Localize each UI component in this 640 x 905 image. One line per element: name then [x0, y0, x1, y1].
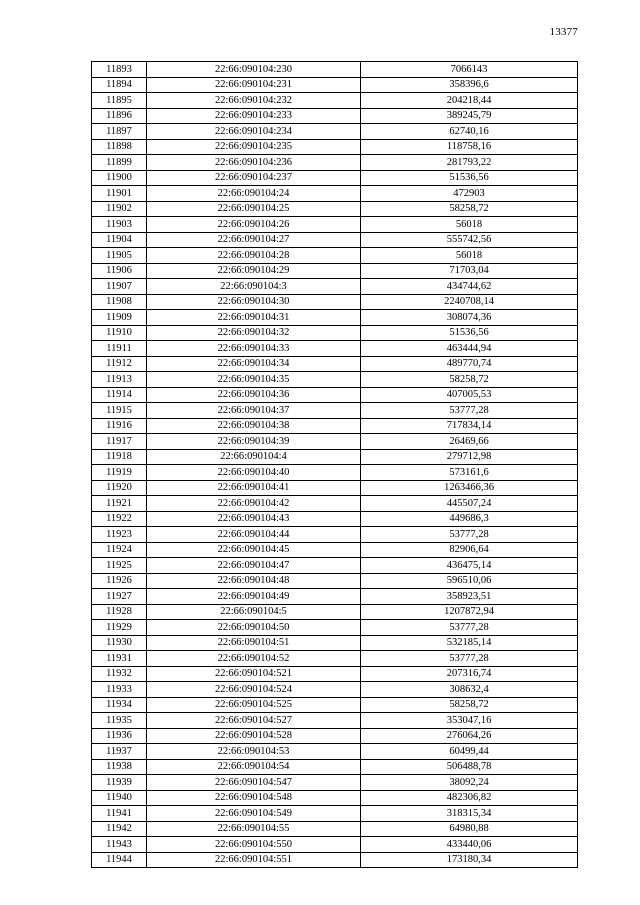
row-number-cell: 11931: [92, 651, 147, 667]
cadastral-number-cell: 22:66:090104:28: [147, 248, 361, 264]
row-number-cell: 11911: [92, 341, 147, 357]
table-row: [92, 620, 578, 636]
cadastral-value-cell: 389245,79: [361, 108, 578, 124]
cadastral-number-cell: 22:66:090104:30: [147, 294, 361, 310]
row-number-cell: 11893: [92, 62, 147, 78]
cadastral-value-cell: 532185,14: [361, 635, 578, 651]
table-row: [92, 434, 578, 450]
cadastral-value-cell: 204218,44: [361, 93, 578, 109]
cadastral-value-cell: 62740,16: [361, 124, 578, 140]
table-row: [92, 527, 578, 543]
row-number-cell: 11929: [92, 620, 147, 636]
row-number-cell: 11905: [92, 248, 147, 264]
table-row: [92, 279, 578, 295]
row-number-cell: 11906: [92, 263, 147, 279]
cadastral-number-cell: 22:66:090104:237: [147, 170, 361, 186]
cadastral-value-cell: 463444,94: [361, 341, 578, 357]
table-row: [92, 232, 578, 248]
table-row: [92, 604, 578, 620]
table-row: [92, 418, 578, 434]
table-row: [92, 372, 578, 388]
cadastral-value-cell: 436475,14: [361, 558, 578, 574]
row-number-cell: 11938: [92, 759, 147, 775]
cadastral-number-cell: 22:66:090104:524: [147, 682, 361, 698]
table-row: [92, 248, 578, 264]
cadastral-value-cell: 308632,4: [361, 682, 578, 698]
cadastral-value-cell: 596510,06: [361, 573, 578, 589]
cadastral-number-cell: 22:66:090104:34: [147, 356, 361, 372]
cadastral-number-cell: 22:66:090104:50: [147, 620, 361, 636]
row-number-cell: 11902: [92, 201, 147, 217]
cadastral-value-cell: 281793,22: [361, 155, 578, 171]
cadastral-value-cell: 53777,28: [361, 403, 578, 419]
cadastral-value-cell: 26469,66: [361, 434, 578, 450]
cadastral-number-cell: 22:66:090104:48: [147, 573, 361, 589]
table-row: [92, 449, 578, 465]
cadastral-number-cell: 22:66:090104:51: [147, 635, 361, 651]
row-number-cell: 11903: [92, 217, 147, 233]
row-number-cell: 11895: [92, 93, 147, 109]
cadastral-number-cell: 22:66:090104:521: [147, 666, 361, 682]
cadastral-value-cell: 51536,56: [361, 170, 578, 186]
cadastral-value-cell: 1207872,94: [361, 604, 578, 620]
cadastral-number-cell: 22:66:090104:24: [147, 186, 361, 202]
cadastral-value-cell: 60499,44: [361, 744, 578, 760]
table-row: [92, 635, 578, 651]
cadastral-value-cell: 489770,74: [361, 356, 578, 372]
table-row: [92, 201, 578, 217]
cadastral-value-cell: 449686,3: [361, 511, 578, 527]
row-number-cell: 11908: [92, 294, 147, 310]
cadastral-value-cell: 58258,72: [361, 372, 578, 388]
row-number-cell: 11896: [92, 108, 147, 124]
table-row: [92, 124, 578, 140]
table-row: [92, 108, 578, 124]
table-body: [92, 62, 578, 868]
cadastral-value-cell: 118758,16: [361, 139, 578, 155]
cadastral-number-cell: 22:66:090104:41: [147, 480, 361, 496]
table-row: [92, 62, 578, 78]
cadastral-number-cell: 22:66:090104:26: [147, 217, 361, 233]
cadastral-value-cell: 82906,64: [361, 542, 578, 558]
cadastral-number-cell: 22:66:090104:29: [147, 263, 361, 279]
cadastral-number-cell: 22:66:090104:47: [147, 558, 361, 574]
table-row: [92, 356, 578, 372]
cadastral-number-cell: 22:66:090104:33: [147, 341, 361, 357]
cadastral-value-cell: 53777,28: [361, 620, 578, 636]
cadastral-number-cell: 22:66:090104:528: [147, 728, 361, 744]
table-row: [92, 728, 578, 744]
table-row: [92, 589, 578, 605]
row-number-cell: 11909: [92, 310, 147, 326]
cadastral-number-cell: 22:66:090104:548: [147, 790, 361, 806]
table-row: [92, 542, 578, 558]
cadastral-number-cell: 22:66:090104:232: [147, 93, 361, 109]
row-number-cell: 11932: [92, 666, 147, 682]
row-number-cell: 11941: [92, 806, 147, 822]
row-number-cell: 11922: [92, 511, 147, 527]
cadastral-value-table: [91, 61, 578, 868]
cadastral-value-cell: 279712,98: [361, 449, 578, 465]
table-row: [92, 186, 578, 202]
cadastral-value-cell: 433440,06: [361, 837, 578, 853]
cadastral-number-cell: 22:66:090104:4: [147, 449, 361, 465]
cadastral-value-cell: 64980,88: [361, 821, 578, 837]
row-number-cell: 11916: [92, 418, 147, 434]
table-row: [92, 170, 578, 186]
table-row: [92, 496, 578, 512]
cadastral-number-cell: 22:66:090104:53: [147, 744, 361, 760]
cadastral-value-cell: 58258,72: [361, 697, 578, 713]
cadastral-number-cell: 22:66:090104:27: [147, 232, 361, 248]
table-row: [92, 294, 578, 310]
cadastral-number-cell: 22:66:090104:35: [147, 372, 361, 388]
cadastral-number-cell: 22:66:090104:233: [147, 108, 361, 124]
table-row: [92, 387, 578, 403]
table-row: [92, 480, 578, 496]
table-row: [92, 806, 578, 822]
table-row: [92, 697, 578, 713]
table-row: [92, 217, 578, 233]
table-row: [92, 759, 578, 775]
cadastral-value-cell: 308074,36: [361, 310, 578, 326]
row-number-cell: 11923: [92, 527, 147, 543]
row-number-cell: 11935: [92, 713, 147, 729]
cadastral-number-cell: 22:66:090104:236: [147, 155, 361, 171]
cadastral-number-cell: 22:66:090104:37: [147, 403, 361, 419]
row-number-cell: 11927: [92, 589, 147, 605]
table-row: [92, 511, 578, 527]
row-number-cell: 11924: [92, 542, 147, 558]
table-row: [92, 263, 578, 279]
cadastral-number-cell: 22:66:090104:32: [147, 325, 361, 341]
cadastral-value-cell: 506488,78: [361, 759, 578, 775]
row-number-cell: 11940: [92, 790, 147, 806]
row-number-cell: 11918: [92, 449, 147, 465]
row-number-cell: 11912: [92, 356, 147, 372]
row-number-cell: 11925: [92, 558, 147, 574]
cadastral-number-cell: 22:66:090104:43: [147, 511, 361, 527]
cadastral-number-cell: 22:66:090104:231: [147, 77, 361, 93]
row-number-cell: 11919: [92, 465, 147, 481]
cadastral-value-cell: 7066143: [361, 62, 578, 78]
cadastral-value-cell: 358923,51: [361, 589, 578, 605]
cadastral-value-cell: 407005,53: [361, 387, 578, 403]
row-number-cell: 11907: [92, 279, 147, 295]
cadastral-value-cell: 53777,28: [361, 527, 578, 543]
table-row: [92, 713, 578, 729]
table-row: [92, 775, 578, 791]
table-row: [92, 790, 578, 806]
cadastral-number-cell: 22:66:090104:549: [147, 806, 361, 822]
cadastral-value-cell: 56018: [361, 248, 578, 264]
cadastral-number-cell: 22:66:090104:234: [147, 124, 361, 140]
row-number-cell: 11913: [92, 372, 147, 388]
table-row: [92, 341, 578, 357]
row-number-cell: 11937: [92, 744, 147, 760]
cadastral-value-cell: 56018: [361, 217, 578, 233]
cadastral-value-cell: 53777,28: [361, 651, 578, 667]
cadastral-value-cell: 353047,16: [361, 713, 578, 729]
row-number-cell: 11939: [92, 775, 147, 791]
table-row: [92, 744, 578, 760]
cadastral-number-cell: 22:66:090104:55: [147, 821, 361, 837]
row-number-cell: 11901: [92, 186, 147, 202]
cadastral-number-cell: 22:66:090104:40: [147, 465, 361, 481]
table-row: [92, 821, 578, 837]
cadastral-number-cell: 22:66:090104:525: [147, 697, 361, 713]
cadastral-value-cell: 482306,82: [361, 790, 578, 806]
row-number-cell: 11936: [92, 728, 147, 744]
table-row: [92, 666, 578, 682]
row-number-cell: 11921: [92, 496, 147, 512]
row-number-cell: 11899: [92, 155, 147, 171]
cadastral-number-cell: 22:66:090104:45: [147, 542, 361, 558]
cadastral-value-cell: 472903: [361, 186, 578, 202]
cadastral-value-cell: 71703,04: [361, 263, 578, 279]
cadastral-value-cell: 173180,34: [361, 852, 578, 868]
table-row: [92, 325, 578, 341]
row-number-cell: 11933: [92, 682, 147, 698]
cadastral-number-cell: 22:66:090104:3: [147, 279, 361, 295]
row-number-cell: 11894: [92, 77, 147, 93]
table-row: [92, 310, 578, 326]
row-number-cell: 11915: [92, 403, 147, 419]
table-row: [92, 155, 578, 171]
cadastral-value-cell: 58258,72: [361, 201, 578, 217]
row-number-cell: 11926: [92, 573, 147, 589]
cadastral-number-cell: 22:66:090104:49: [147, 589, 361, 605]
cadastral-number-cell: 22:66:090104:54: [147, 759, 361, 775]
row-number-cell: 11934: [92, 697, 147, 713]
table-row: [92, 139, 578, 155]
cadastral-value-cell: 358396,6: [361, 77, 578, 93]
row-number-cell: 11943: [92, 837, 147, 853]
table-row: [92, 852, 578, 868]
cadastral-number-cell: 22:66:090104:38: [147, 418, 361, 434]
row-number-cell: 11910: [92, 325, 147, 341]
row-number-cell: 11930: [92, 635, 147, 651]
cadastral-number-cell: 22:66:090104:550: [147, 837, 361, 853]
row-number-cell: 11920: [92, 480, 147, 496]
row-number-cell: 11897: [92, 124, 147, 140]
table-row: [92, 651, 578, 667]
cadastral-value-cell: 573161,6: [361, 465, 578, 481]
row-number-cell: 11944: [92, 852, 147, 868]
table-row: [92, 403, 578, 419]
cadastral-value-cell: 318315,34: [361, 806, 578, 822]
table-row: [92, 837, 578, 853]
cadastral-value-cell: 276064,26: [361, 728, 578, 744]
cadastral-number-cell: 22:66:090104:547: [147, 775, 361, 791]
table-row: [92, 573, 578, 589]
cadastral-number-cell: 22:66:090104:235: [147, 139, 361, 155]
cadastral-value-cell: 555742,56: [361, 232, 578, 248]
row-number-cell: 11928: [92, 604, 147, 620]
row-number-cell: 11904: [92, 232, 147, 248]
cadastral-number-cell: 22:66:090104:527: [147, 713, 361, 729]
cadastral-value-cell: 434744,62: [361, 279, 578, 295]
cadastral-number-cell: 22:66:090104:44: [147, 527, 361, 543]
cadastral-value-cell: 717834,14: [361, 418, 578, 434]
row-number-cell: 11914: [92, 387, 147, 403]
cadastral-value-cell: 207316,74: [361, 666, 578, 682]
row-number-cell: 11917: [92, 434, 147, 450]
page-number: 13377: [549, 26, 578, 38]
cadastral-number-cell: 22:66:090104:31: [147, 310, 361, 326]
table-row: [92, 682, 578, 698]
table-row: [92, 77, 578, 93]
cadastral-value-cell: 1263466,36: [361, 480, 578, 496]
cadastral-number-cell: 22:66:090104:551: [147, 852, 361, 868]
table-row: [92, 93, 578, 109]
cadastral-value-cell: 445507,24: [361, 496, 578, 512]
table-row: [92, 558, 578, 574]
row-number-cell: 11900: [92, 170, 147, 186]
cadastral-number-cell: 22:66:090104:42: [147, 496, 361, 512]
cadastral-number-cell: 22:66:090104:230: [147, 62, 361, 78]
table-row: [92, 465, 578, 481]
row-number-cell: 11942: [92, 821, 147, 837]
cadastral-number-cell: 22:66:090104:52: [147, 651, 361, 667]
cadastral-value-cell: 2240708,14: [361, 294, 578, 310]
cadastral-number-cell: 22:66:090104:25: [147, 201, 361, 217]
cadastral-value-cell: 51536,56: [361, 325, 578, 341]
cadastral-number-cell: 22:66:090104:36: [147, 387, 361, 403]
cadastral-value-cell: 38092,24: [361, 775, 578, 791]
row-number-cell: 11898: [92, 139, 147, 155]
cadastral-number-cell: 22:66:090104:5: [147, 604, 361, 620]
cadastral-number-cell: 22:66:090104:39: [147, 434, 361, 450]
